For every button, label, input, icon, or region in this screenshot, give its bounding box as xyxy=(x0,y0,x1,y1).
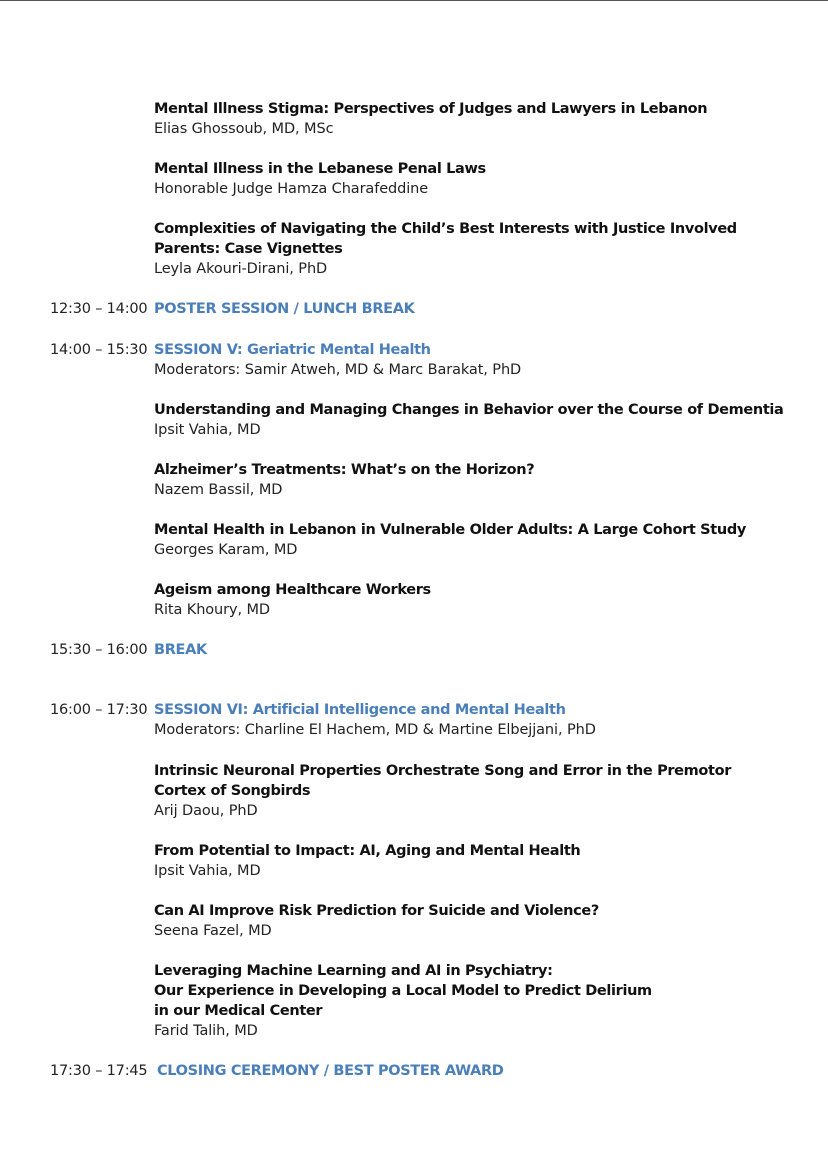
talk-title: Cortex of Songbirds xyxy=(154,783,311,799)
talk-speaker: Arij Daou, PhD xyxy=(154,803,258,819)
talk-speaker: Farid Talih, MD xyxy=(154,1023,258,1039)
talk-speaker: Ipsit Vahia, MD xyxy=(154,863,261,879)
talk-title: Complexities of Navigating the Child’s Best Interests with Justice Involved xyxy=(154,221,737,237)
talk-speaker: Seena Fazel, MD xyxy=(154,923,272,939)
poster-session-heading: POSTER SESSION / LUNCH BREAK xyxy=(154,301,415,317)
talk-title: Our Experience in Developing a Local Model to Predict Delirium xyxy=(154,983,652,999)
talk-speaker: Nazem Bassil, MD xyxy=(154,482,283,498)
talk-speaker: Ipsit Vahia, MD xyxy=(154,422,261,438)
closing-time: 17:30 – 17:45 xyxy=(50,1063,148,1079)
talk-title: Mental Illness in the Lebanese Penal Laws xyxy=(154,161,486,177)
break-heading: BREAK xyxy=(154,642,207,658)
talk-title: Leveraging Machine Learning and AI in Psychiatry: xyxy=(154,963,553,979)
talk-title: Intrinsic Neuronal Properties Orchestrate Song and Error in the Premotor xyxy=(154,763,731,779)
break-time: 15:30 – 16:00 xyxy=(50,642,148,658)
talk-title: Mental Health in Lebanon in Vulnerable Older Adults: A Large Cohort Study xyxy=(154,522,746,538)
talk-title: Mental Illness Stigma: Perspectives of Judges and Lawyers in Lebanon xyxy=(154,101,708,117)
closing-heading: CLOSING CEREMONY / BEST POSTER AWARD xyxy=(157,1063,504,1079)
session6-time: 16:00 – 17:30 xyxy=(50,702,148,718)
talk-speaker: Honorable Judge Hamza Charafeddine xyxy=(154,181,429,197)
talk-speaker: Leyla Akouri-Dirani, PhD xyxy=(154,261,328,277)
talk-title: Alzheimer’s Treatments: What’s on the Horizon? xyxy=(154,462,535,478)
talk-title: From Potential to Impact: AI, Aging and Mental Health xyxy=(154,843,581,859)
session5-moderators: Moderators: Samir Atweh, MD & Marc Barakat, PhD xyxy=(154,362,522,378)
talk-title: in our Medical Center xyxy=(154,1003,323,1019)
talk-speaker: Elias Ghossoub, MD, MSc xyxy=(154,121,334,137)
session6-heading: SESSION VI: Artificial Intelligence and Mental Health xyxy=(154,702,566,718)
talk-title: Parents: Case Vignettes xyxy=(154,241,343,257)
talk-speaker: Georges Karam, MD xyxy=(154,542,298,558)
session6-moderators: Moderators: Charline El Hachem, MD & Martine Elbejjani, PhD xyxy=(154,722,596,738)
talk-title: Can AI Improve Risk Prediction for Suicide and Violence? xyxy=(154,903,599,919)
session5-heading: SESSION V: Geriatric Mental Health xyxy=(154,342,431,358)
talk-title: Ageism among Healthcare Workers xyxy=(154,582,431,598)
poster-time: 12:30 – 14:00 xyxy=(50,301,148,317)
talk-speaker: Rita Khoury, MD xyxy=(154,602,270,618)
session5-time: 14:00 – 15:30 xyxy=(50,342,148,358)
talk-title: Understanding and Managing Changes in Behavior over the Course of Dementia xyxy=(154,402,784,418)
